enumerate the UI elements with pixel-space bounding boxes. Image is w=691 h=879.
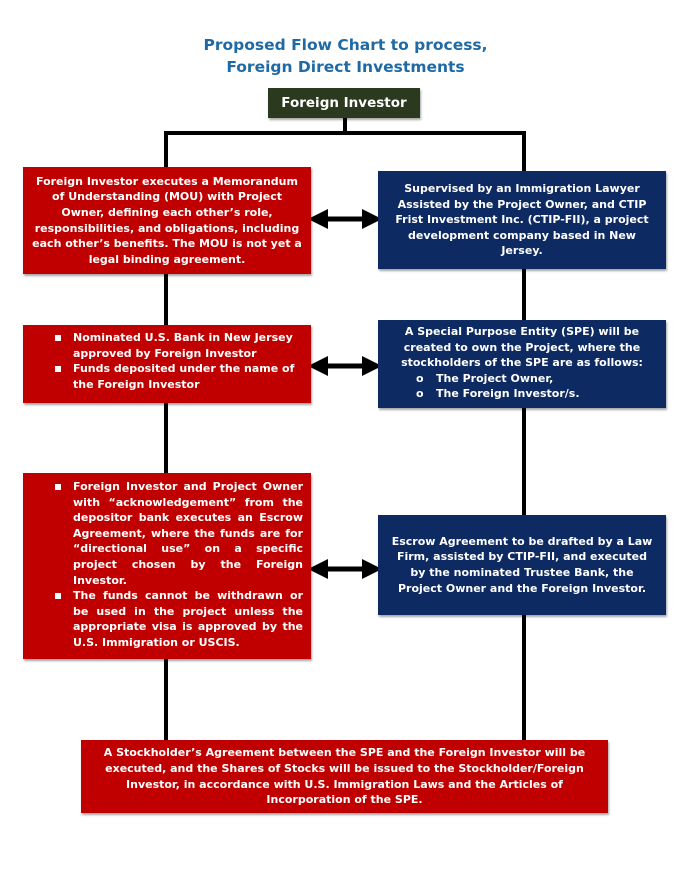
chart-title-line-1: Proposed Flow Chart to process, [203,36,488,54]
stockholder-agreement-box [81,740,608,813]
mou-text: Foreign Investor executes a Memorandum of Understanding (MOU) with Project Owner, defining each other’s role, responsibilities, and obligations, including each other’s benefits. The MOU is not yet a legal binding agreement. [32,174,302,266]
spe-list-item [388,386,656,402]
start-node-foreign-investor [268,88,420,118]
escrow-agreement-box [23,473,311,659]
bank-box [23,325,311,403]
lawyer-text: Supervised by an Immigration Lawyer Assisted by the Project Owner, and CTIP Frist Investment Inc. (CTIP-FII), a project development company based in New Jersey. [395,182,649,258]
spe-text: A Special Purpose Entity (SPE) will be created to own the Project, where the stockholders of the SPE are as follows: [401,325,643,370]
stockholder-agreement-text: A Stockholder’s Agreement between the SPE and the Foreign Investor will be executed, and the Shares of Stocks will be issued to the Stockholder/Foreign Investor, in accordance with U.S. Immigration Laws and the Articles of Incorporation of the SPE. [103,746,586,807]
escrow-list-item: Foreign Investor and Project Owner with “acknowledgement” from the depositor bank executes an Escrow Agreement, where the funds are for “directional use” on a specific project chosen by the Foreign Investor. [49,479,303,588]
escrow-list-item: The funds cannot be withdrawn or be used in the project unless the appropriate visa is approved by the U.S. Immigration or USCIS. [49,588,303,650]
list-marker: o [416,371,424,385]
chart-title-line-2: Foreign Direct Investments [226,58,465,76]
spe-list-item [388,371,656,387]
escrow-draft-text: Escrow Agreement to be drafted by a Law Firm, assisted by CTIP-FII, and executed by the nominated Trustee Bank, the Project Owner and the Foreign Investor. [391,534,653,595]
list-marker: o [416,387,424,401]
escrow-draft-box [378,515,666,615]
chart-title [0,34,691,78]
bank-list [49,330,303,392]
lawyer-box [378,171,666,269]
spe-box [378,320,666,408]
bank-list-item: Nominated U.S. Bank in New Jersey approved by Foreign Investor [49,330,303,361]
escrow-list [49,479,303,651]
spe-list-item-text: The Foreign Investor/s. [436,387,580,401]
spe-list-item-text: The Project Owner, [436,371,554,385]
mou-box [23,167,311,274]
bank-list-item: Funds deposited under the name of the Foreign Investor [49,361,303,392]
start-node-label: Foreign Investor [281,95,407,111]
spe-stockholder-list [388,371,656,402]
